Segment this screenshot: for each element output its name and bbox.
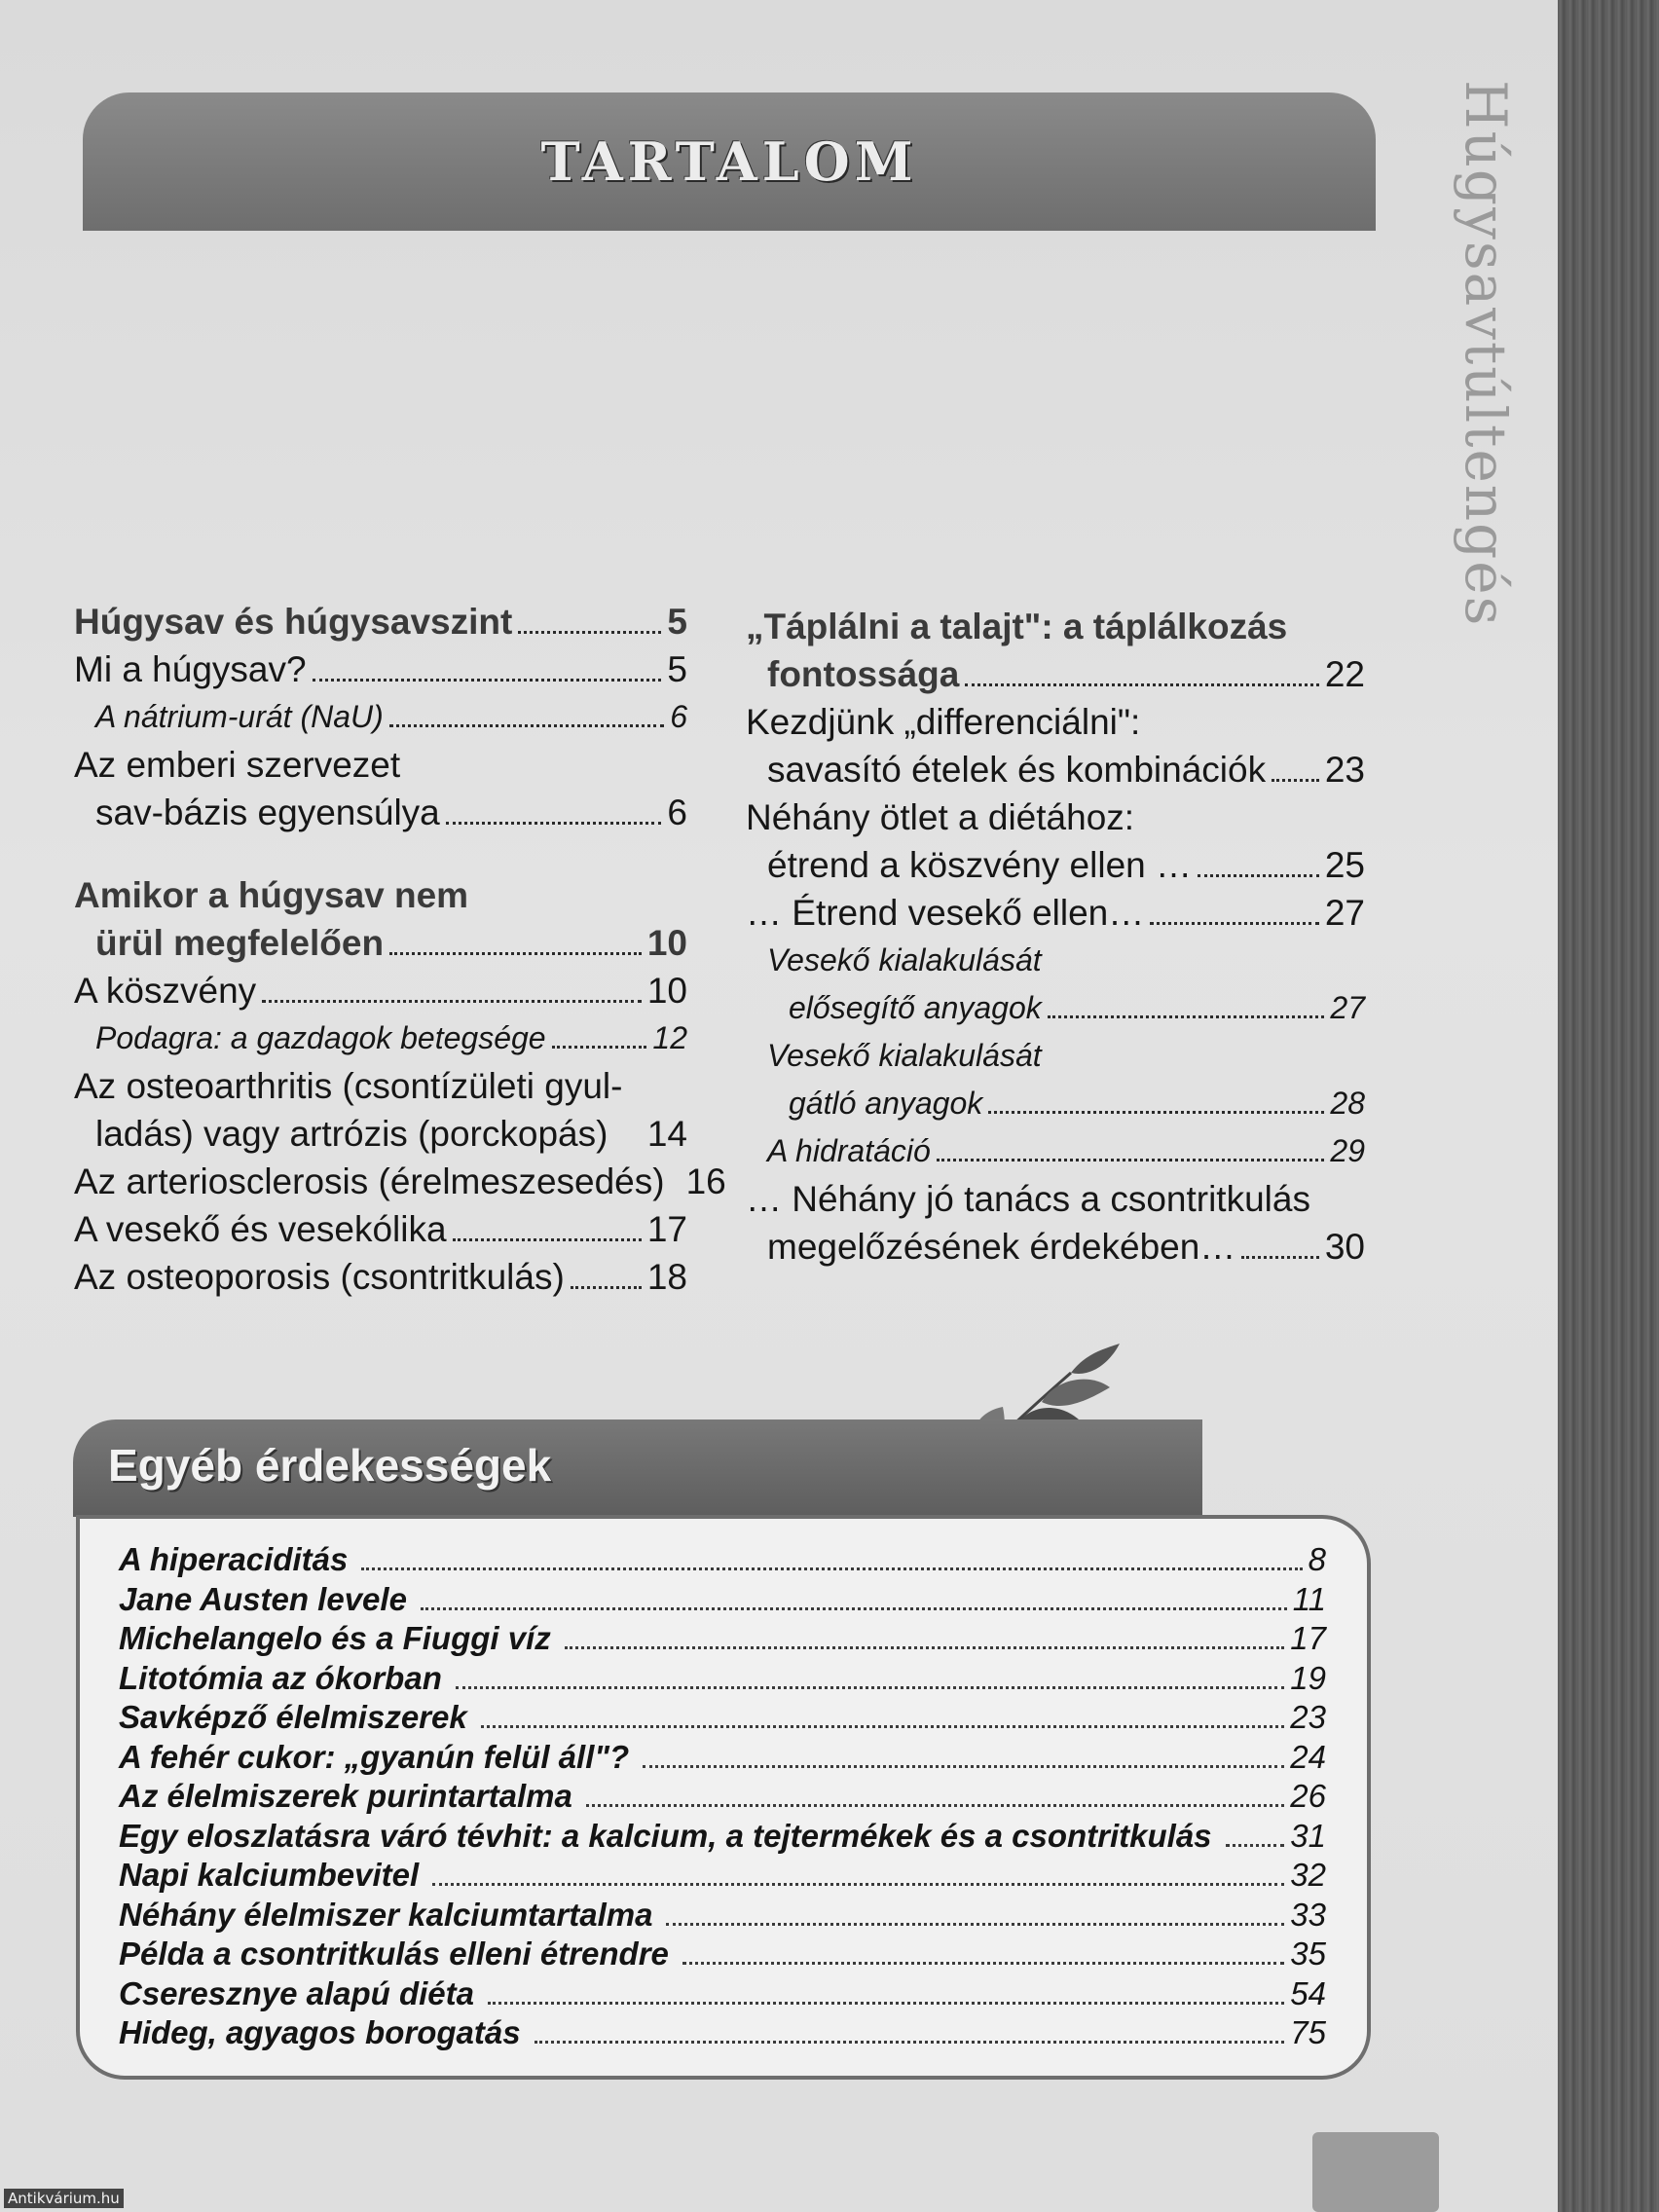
extras-item[interactable] (119, 1896, 1326, 1936)
extras-item-title: Hideg, agyagos borogatás (119, 2014, 521, 2050)
toc-subentry[interactable]: A nátrium-urát (NaU) 6 (95, 699, 687, 734)
toc-header-bar (83, 92, 1376, 231)
extras-item-page: 11 (1292, 1580, 1326, 1617)
extras-item[interactable] (119, 1777, 1326, 1817)
toc-subentry[interactable]: Podagra: a gazdagok betegsége 12 (95, 1020, 687, 1055)
bleed-through-right (759, 243, 768, 290)
toc-entry-line: Amikor a húgysav nem (74, 875, 469, 915)
extras-item[interactable] (119, 1540, 1326, 1580)
toc-subentry[interactable]: elősegítő anyagok 27 (789, 990, 1365, 1025)
extras-item[interactable] (119, 1856, 1326, 1896)
toc-entry-line: Vesekő kialakulását (767, 1038, 1042, 1073)
side-book-title: Húgysavtúltengés (1453, 80, 1519, 628)
toc-entry[interactable]: Mi a húgysav? 5 (74, 649, 687, 689)
extras-item-page: 32 (1290, 1857, 1326, 1893)
toc-right-column (746, 603, 1365, 1271)
extras-item[interactable] (119, 1817, 1326, 1857)
extras-item[interactable] (119, 1619, 1326, 1659)
extras-item[interactable] (119, 1580, 1326, 1620)
extras-item-page: 8 (1308, 1541, 1326, 1577)
extras-heading-tab (73, 1419, 1202, 1517)
extras-item-title: Jane Austen levele (119, 1580, 407, 1617)
toc-left-column (74, 598, 726, 1301)
extras-item-page: 24 (1290, 1738, 1326, 1775)
toc-entry[interactable]: Az arteriosclerosis (érelmeszesedés) 16 (74, 1161, 726, 1201)
extras-heading: Egyéb érdekességek (108, 1440, 552, 1491)
extras-item[interactable] (119, 2013, 1326, 2053)
extras-item-title: Napi kalciumbevitel (119, 1857, 420, 1893)
corner-illustration (1312, 2132, 1439, 2212)
toc-entry[interactable]: savasító ételek és kombinációk 23 (767, 750, 1365, 790)
extras-item-title: Példa a csontritkulás elleni étrendre (119, 1936, 669, 1972)
toc-entry-line: Az emberi szervezet (74, 745, 401, 785)
extras-item-page: 31 (1290, 1817, 1326, 1854)
extras-item-title: Egy eloszlatásra váró tévhit: a kalcium, a tejtermékek és a csontritkulás (119, 1817, 1212, 1854)
toc-entry[interactable]: fontossága 22 (767, 654, 1365, 694)
extras-item-page: 75 (1290, 2014, 1326, 2050)
toc-entry-line: Néhány ötlet a diétához: (746, 797, 1135, 837)
extras-item[interactable] (119, 1698, 1326, 1738)
extras-item-page: 23 (1290, 1699, 1326, 1735)
extras-item[interactable] (119, 1935, 1326, 1974)
toc-entry-line: … Néhány jó tanács a csontritkulás (746, 1179, 1310, 1219)
extras-item-page: 35 (1290, 1936, 1326, 1972)
extras-list (119, 1540, 1326, 2053)
extras-item[interactable] (119, 1738, 1326, 1778)
extras-item-title: Cseresznye alapú diéta (119, 1974, 474, 2011)
page-title: TARTALOM (540, 130, 918, 193)
toc-entry-line: Az osteoarthritis (csontízületi gyul- (74, 1066, 623, 1106)
toc-entry[interactable]: megelőzésének érdekében… 30 (767, 1227, 1365, 1267)
extras-item[interactable] (119, 1659, 1326, 1699)
toc-entry-line: „Táplálni a talajt": a táplálkozás (746, 607, 1288, 646)
extras-item-page: 33 (1290, 1896, 1326, 1933)
extras-item-title: A hiperaciditás (119, 1541, 349, 1577)
toc-entry[interactable]: Az osteoporosis (csontritkulás) 18 (74, 1257, 687, 1297)
watermark: Antikvárium.hu (4, 2189, 124, 2208)
extras-box (76, 1515, 1371, 2080)
extras-item-title: Litotómia az ókorban (119, 1659, 442, 1696)
extras-item-title: Néhány élelmiszer kalciumtartalma (119, 1896, 653, 1933)
toc-entry[interactable]: ürül megfelelően 10 (95, 923, 687, 963)
extras-item[interactable] (119, 1974, 1326, 2014)
toc-subentry[interactable]: A hidratáció 29 (767, 1133, 1365, 1168)
extras-item-page: 19 (1290, 1659, 1326, 1696)
extras-item-title: A fehér cukor: „gyanún felül áll"? (119, 1738, 630, 1775)
toc-entry[interactable]: … Étrend vesekő ellen… 27 (746, 893, 1365, 933)
bleed-through-left (458, 243, 466, 290)
toc-entry[interactable]: sav-bázis egyensúlya 6 (95, 793, 687, 832)
toc-entry-line: Kezdjünk „differenciálni": (746, 702, 1141, 742)
extras-item-page: 26 (1290, 1778, 1326, 1814)
extras-item-page: 54 (1290, 1974, 1326, 2011)
toc-entry[interactable]: A vesekő és vesekólika 17 (74, 1209, 687, 1249)
extras-item-page: 17 (1290, 1620, 1326, 1656)
toc-entry[interactable]: étrend a köszvény ellen … 25 (767, 845, 1365, 885)
toc-subentry[interactable]: gátló anyagok 28 (789, 1086, 1365, 1121)
extras-item-title: Savképző élelmiszerek (119, 1699, 467, 1735)
toc-entry-line: Vesekő kialakulását (767, 942, 1042, 977)
toc-entry[interactable]: ladás) vagy artrózis (porckopás) 14 (95, 1114, 687, 1154)
toc-entry[interactable]: Húgysav és húgysavszint 5 (74, 602, 687, 642)
extras-item-title: Michelangelo és a Fiuggi víz (119, 1620, 551, 1656)
book-binding-edge (1558, 0, 1659, 2212)
toc-entry[interactable]: A köszvény 10 (74, 971, 687, 1011)
extras-item-title: Az élelmiszerek purintartalma (119, 1778, 572, 1814)
